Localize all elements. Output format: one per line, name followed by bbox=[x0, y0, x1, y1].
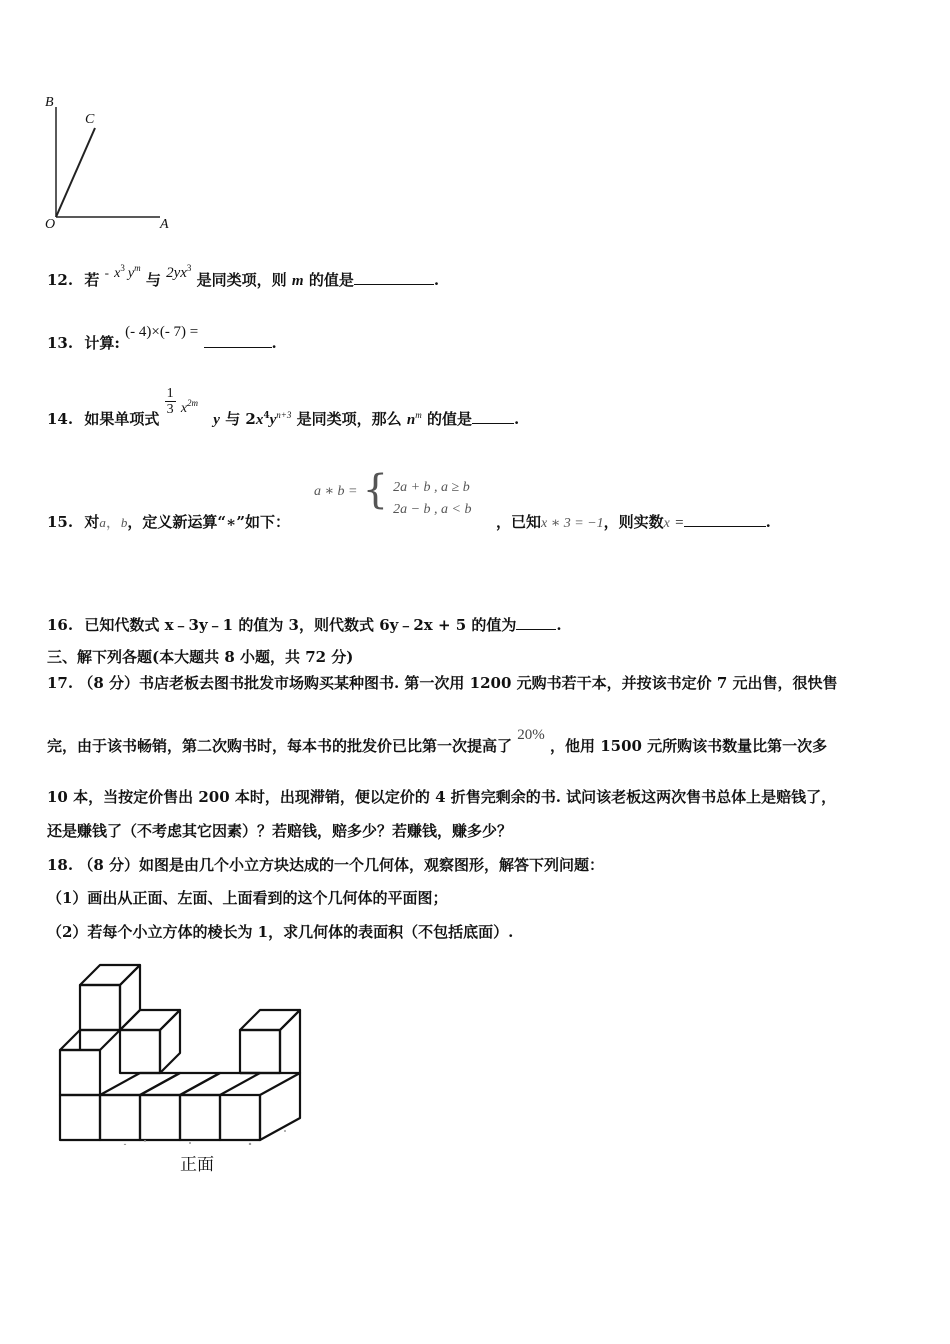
q14-prefix: 如果单项式 bbox=[84, 409, 160, 428]
label-b: B bbox=[45, 95, 54, 110]
cube-b5 bbox=[220, 1095, 260, 1140]
q15-ask-eq: = bbox=[675, 515, 684, 531]
cube-m1 bbox=[60, 1050, 100, 1095]
label-a: A bbox=[160, 217, 169, 232]
cube-figure-caption: 正面 bbox=[180, 1155, 214, 1175]
label-o: O bbox=[45, 217, 56, 232]
cube-m3 bbox=[240, 1030, 280, 1073]
q15-end: . bbox=[765, 513, 771, 531]
cube-m2 bbox=[120, 1030, 160, 1073]
label-c: C bbox=[85, 112, 95, 127]
q14-frac-den: 3 bbox=[166, 402, 174, 417]
q14-end: . bbox=[513, 409, 520, 428]
q15-mid: ，定义新运算“∗”如下： bbox=[127, 513, 290, 531]
q14-answer-blank[interactable] bbox=[472, 409, 514, 424]
q12-expr2-exp: 3 bbox=[186, 263, 192, 273]
cube-b1 bbox=[60, 1095, 100, 1140]
q12-number: 12. bbox=[47, 271, 74, 289]
cube-b3-top bbox=[140, 1073, 220, 1095]
section-3-title: 三、解下列各题(本大题共 8 小题，共 72 分) bbox=[47, 648, 354, 666]
q14-mid2: 是同类项，那么 bbox=[296, 409, 402, 428]
q17-line2-a: 完，由于该书畅销，第二次购书时，每本书的批发价已比第一次提高了 bbox=[47, 737, 513, 755]
q15-comma: ， bbox=[105, 513, 121, 531]
q12-expr2: 2yx bbox=[166, 265, 187, 281]
q15-def-lhs: a ∗ b = bbox=[314, 484, 358, 499]
q12-answer-blank[interactable] bbox=[354, 270, 434, 285]
q18-line1: 18. （8 分）如图是由几个小立方块达成的一个几何体，观察图形，解答下列问题： bbox=[47, 856, 604, 874]
q14-mid: 与 2 bbox=[225, 409, 256, 428]
q12-expr1-exp: 3 bbox=[120, 263, 125, 273]
q17-line3: 10 本，当按定价售出 200 本时，出现滞销，便以定价的 4 折售完剩余的书. 试问该老板这两次售书总体上是赔钱了， bbox=[47, 788, 837, 806]
cube-b2 bbox=[100, 1095, 140, 1140]
cube-m1-top bbox=[60, 1030, 120, 1050]
q18-line3: （2）若每个小立方体的棱长为 1，求几何体的表面积（不包括底面）. bbox=[47, 923, 514, 941]
q15-prefix: 对 bbox=[84, 513, 100, 531]
q14-var-y: y bbox=[213, 411, 220, 428]
cube-figure bbox=[50, 955, 320, 1175]
cube-b4 bbox=[180, 1095, 220, 1140]
q13-answer-blank[interactable] bbox=[204, 333, 272, 348]
q16-answer-blank[interactable] bbox=[516, 615, 556, 630]
q14-exp-x: 2m bbox=[187, 397, 199, 408]
q15-case2: 2a − b , a < b bbox=[393, 501, 472, 517]
cube-b2-top bbox=[100, 1073, 180, 1095]
q13-number: 13. bbox=[47, 334, 74, 352]
q13-end: . bbox=[271, 334, 277, 352]
q15-tail bbox=[496, 512, 771, 534]
question-16 bbox=[47, 615, 562, 635]
q17-line2 bbox=[47, 727, 828, 757]
q16-text: 已知代数式 x﹣3y﹣1 的值为 3，则代数式 6y﹣2x + 5 的值为 bbox=[84, 616, 517, 634]
q15-ask-var: x bbox=[663, 516, 670, 531]
angle-figure bbox=[40, 95, 180, 235]
q15-answer-blank[interactable] bbox=[684, 512, 766, 527]
q14-term-y-exp: n+3 bbox=[276, 409, 292, 420]
cube-m3-side bbox=[280, 1010, 300, 1073]
q12-mid: 是同类项，则 bbox=[196, 271, 287, 289]
q17-line4: 还是赚钱了（不考虑其它因素）？若赔钱，赔多少？若赚钱，赚多少？ bbox=[47, 822, 513, 840]
q15-var-a: a bbox=[99, 515, 106, 530]
q14-n-exp: m bbox=[415, 409, 422, 420]
cube-drawing bbox=[50, 955, 320, 1145]
q13-expr: (- 4)×(- 7) = bbox=[125, 324, 199, 340]
q12-var: m bbox=[291, 273, 304, 289]
cube-b3 bbox=[140, 1095, 180, 1140]
q14-term-x: x bbox=[255, 411, 264, 428]
q14-term-y: y bbox=[269, 411, 277, 428]
q12-prefix: 若 bbox=[84, 271, 100, 289]
cube-t1 bbox=[80, 985, 120, 1030]
cube-t1-side bbox=[120, 965, 140, 1030]
q12-sign: - bbox=[104, 265, 109, 280]
q14-number: 14. bbox=[47, 409, 74, 428]
q15-ask-text: ，则实数 bbox=[603, 513, 664, 531]
question-15 bbox=[47, 512, 290, 533]
cube-b5-side bbox=[260, 1073, 300, 1140]
question-12 bbox=[47, 263, 440, 292]
q16-number: 16. bbox=[47, 616, 74, 634]
q15-known-text: ，已知 bbox=[496, 513, 542, 531]
q15-case1: 2a + b , a ≥ b bbox=[393, 479, 470, 495]
q17-line1: 17. （8 分）书店老板去图书批发市场购买某种图书. 第一次用 1200 元购书若干本，并按该书定价 7 元出售，很快售 bbox=[47, 674, 838, 692]
q17-percent: 20% bbox=[517, 727, 545, 743]
q12-expr1: x bbox=[114, 266, 121, 281]
q14-var-x: x bbox=[180, 400, 188, 416]
cube-m2-side bbox=[160, 1010, 180, 1073]
q12-expr1-exp2: m bbox=[134, 263, 141, 273]
q15-var-b: b bbox=[120, 515, 128, 530]
q13-text: 计算: bbox=[84, 334, 120, 352]
q12-suffix: 的值是 bbox=[308, 271, 354, 289]
q14-n-var: n bbox=[406, 411, 416, 428]
q16-end: . bbox=[556, 616, 562, 634]
q15-known-expr: x ∗ 3 = −1 bbox=[541, 516, 604, 531]
question-13 bbox=[47, 324, 277, 354]
q14-fraction bbox=[165, 386, 176, 417]
q14-frac-num: 1 bbox=[166, 386, 174, 401]
q12-conj: 与 bbox=[145, 271, 161, 289]
q17-line2-b: ，他用 1500 元所购该书数量比第一次多 bbox=[549, 737, 828, 755]
q14-term-x-exp: 4 bbox=[263, 410, 270, 421]
q12-end: . bbox=[433, 271, 440, 289]
q12-expr1-var2: y bbox=[127, 266, 135, 281]
question-14 bbox=[47, 384, 519, 434]
q15-brace: { bbox=[362, 467, 389, 513]
q14-suffix: 的值是 bbox=[426, 409, 472, 428]
ray-oc bbox=[56, 128, 95, 217]
q15-definition bbox=[314, 467, 472, 524]
cube-b4-top bbox=[180, 1073, 260, 1095]
q18-line2: （1）画出从正面、左面、上面看到的这个几何体的平面图； bbox=[47, 889, 448, 907]
angle-diagram bbox=[40, 95, 180, 235]
q15-number: 15. bbox=[47, 513, 74, 531]
